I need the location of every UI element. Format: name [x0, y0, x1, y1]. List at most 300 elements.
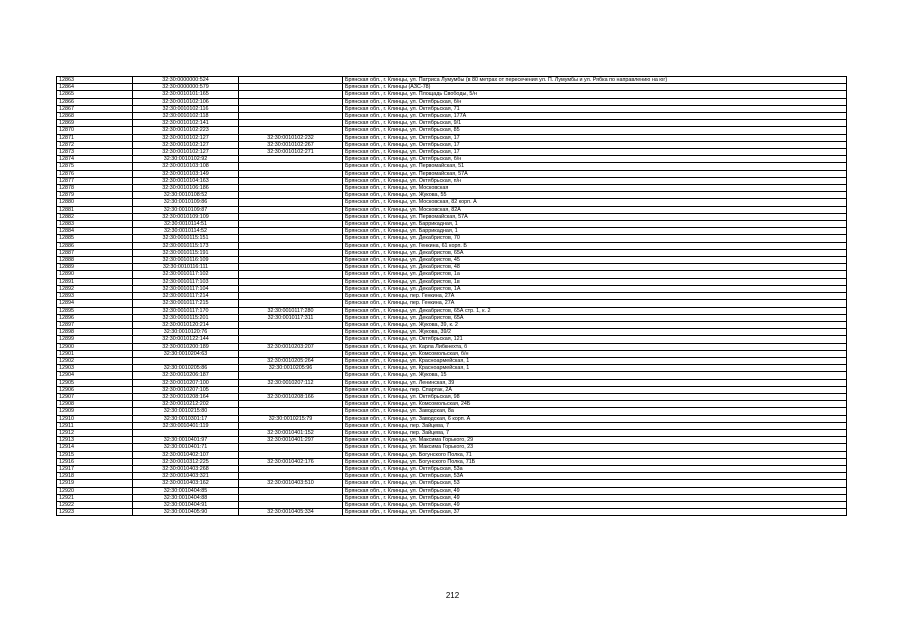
table-row — [57, 372, 847, 379]
table-row — [57, 473, 847, 480]
cadastral-number-cell — [133, 357, 239, 364]
address-cell: Брянская обл., г. Клинцы (АЗС-78) — [343, 84, 847, 91]
cadastral-number-cell: 32:30:0010109:109 — [133, 213, 239, 220]
related-cadastral-cell — [239, 120, 343, 127]
row-number-cell: 12884 — [57, 228, 133, 235]
row-number-cell: 12916 — [57, 458, 133, 465]
table-row — [57, 365, 847, 372]
row-number-cell: 12888 — [57, 257, 133, 264]
related-cadastral-cell: 32:30:0010403:510 — [239, 480, 343, 487]
related-cadastral-cell — [239, 336, 343, 343]
cadastral-number-cell: 32:30:0010401:97 — [133, 437, 239, 444]
address-cell: Брянская обл., г. Клинцы, ул. Октябрьская, 17 — [343, 141, 847, 148]
row-number-cell: 12902 — [57, 357, 133, 364]
table-row — [57, 451, 847, 458]
related-cadastral-cell: 32:30:0010208:166 — [239, 393, 343, 400]
cadastral-number-cell: 32:30:0010102:106 — [133, 98, 239, 105]
address-cell: Брянская обл., г. Клинцы, ул. Октябрьская, 49 — [343, 487, 847, 494]
related-cadastral-cell: 32:30:0010405:334 — [239, 509, 343, 516]
table-row — [57, 386, 847, 393]
related-cadastral-cell — [239, 77, 343, 84]
related-cadastral-cell — [239, 386, 343, 393]
row-number-cell: 12922 — [57, 501, 133, 508]
cadastral-number-cell: 32:30:0010405:90 — [133, 509, 239, 516]
cadastral-number-cell: 32:30:0010402:107 — [133, 451, 239, 458]
address-cell: Брянская обл., г. Клинцы, ул. Декабристов, 48 — [343, 264, 847, 271]
address-cell: Брянская обл., г. Клинцы, ул. Заводская, 6 корп. А — [343, 415, 847, 422]
related-cadastral-cell — [239, 213, 343, 220]
row-number-cell: 12890 — [57, 271, 133, 278]
related-cadastral-cell — [239, 473, 343, 480]
cadastral-number-cell: 32:30:0010117:170 — [133, 307, 239, 314]
row-number-cell: 12923 — [57, 509, 133, 516]
registry-table — [56, 76, 847, 516]
address-cell: Брянская обл., г. Клинцы, ул. Площадь Свободы, 5/н — [343, 91, 847, 98]
related-cadastral-cell — [239, 105, 343, 112]
address-cell: Брянская обл., г. Клинцы, ул. Красноармейская, 1 — [343, 365, 847, 372]
cadastral-number-cell: 32:30:0010206:187 — [133, 372, 239, 379]
cadastral-number-cell: 32:30:0010103:149 — [133, 170, 239, 177]
cadastral-number-cell: 32:30:0010117:214 — [133, 293, 239, 300]
related-cadastral-cell — [239, 271, 343, 278]
address-cell: Брянская обл., г. Клинцы, ул. Заводская, 8а — [343, 408, 847, 415]
cadastral-number-cell: 32:30:0010102:223 — [133, 127, 239, 134]
address-cell: Брянская обл., г. Клинцы, ул. Патриса Лумумбы (в 80 метрах от пересечения ул. П. Лумумбы и ул. Рябка по направлению на юг) — [343, 77, 847, 84]
table-row — [57, 98, 847, 105]
related-cadastral-cell — [239, 177, 343, 184]
related-cadastral-cell — [239, 501, 343, 508]
table-row — [57, 134, 847, 141]
related-cadastral-cell — [239, 249, 343, 256]
cadastral-number-cell: 32:30:0010117:104 — [133, 285, 239, 292]
related-cadastral-cell: 32:30:0010102:267 — [239, 141, 343, 148]
related-cadastral-cell: 32:30:0010205:96 — [239, 365, 343, 372]
row-number-cell: 12897 — [57, 321, 133, 328]
table-row — [57, 271, 847, 278]
table-row — [57, 480, 847, 487]
table-row — [57, 437, 847, 444]
address-cell: Брянская обл., г. Клинцы, пер. Спартак, 2А — [343, 386, 847, 393]
cadastral-number-cell: 32:30:0000000:524 — [133, 77, 239, 84]
address-cell: Брянская обл., г. Клинцы, ул. Октябрьская, 37 — [343, 509, 847, 516]
table-row — [57, 163, 847, 170]
row-number-cell: 12920 — [57, 487, 133, 494]
table-row — [57, 235, 847, 242]
cadastral-number-cell: 32:30:0010102:92 — [133, 156, 239, 163]
table-row — [57, 228, 847, 235]
table-row — [57, 307, 847, 314]
row-number-cell: 12875 — [57, 163, 133, 170]
address-cell: Брянская обл., г. Клинцы, ул. Жукова, 55 — [343, 192, 847, 199]
table-row — [57, 141, 847, 148]
table-row — [57, 120, 847, 127]
cadastral-number-cell: 32:30:0010109:86 — [133, 199, 239, 206]
row-number-cell: 12908 — [57, 401, 133, 408]
table-row — [57, 350, 847, 357]
address-cell: Брянская обл., г. Клинцы, ул. Октябрьская, 177А — [343, 113, 847, 120]
cadastral-number-cell: 32:30:0010115:173 — [133, 242, 239, 249]
row-number-cell: 12885 — [57, 235, 133, 242]
related-cadastral-cell — [239, 221, 343, 228]
address-cell: Брянская обл., г. Клинцы, ул. Карла Либкнехта, б — [343, 343, 847, 350]
table-row — [57, 278, 847, 285]
related-cadastral-cell — [239, 300, 343, 307]
cadastral-number-cell: 32:30:0010403:162 — [133, 480, 239, 487]
address-cell: Брянская обл., г. Клинцы, ул. Октябрьская, п/н — [343, 177, 847, 184]
table-row — [57, 105, 847, 112]
related-cadastral-cell — [239, 422, 343, 429]
cadastral-number-cell: 32:30:0010117:102 — [133, 271, 239, 278]
cadastral-number-cell: 32:30:0010200:189 — [133, 343, 239, 350]
cadastral-number-cell: 32:30:0010404:91 — [133, 501, 239, 508]
row-number-cell: 12871 — [57, 134, 133, 141]
row-number-cell: 12863 — [57, 77, 133, 84]
address-cell: Брянская обл., г. Клинцы, ул. Декабристов, 1а — [343, 271, 847, 278]
table-row — [57, 242, 847, 249]
row-number-cell: 12917 — [57, 465, 133, 472]
cadastral-number-cell: 32:30:0010120:76 — [133, 329, 239, 336]
cadastral-number-cell: 32:30:0010102:127 — [133, 149, 239, 156]
table-row — [57, 221, 847, 228]
related-cadastral-cell — [239, 329, 343, 336]
related-cadastral-cell — [239, 372, 343, 379]
row-number-cell: 12907 — [57, 393, 133, 400]
table-row — [57, 494, 847, 501]
cadastral-number-cell: 32:30:0010301:17 — [133, 415, 239, 422]
related-cadastral-cell — [239, 350, 343, 357]
table-row — [57, 84, 847, 91]
row-number-cell: 12891 — [57, 278, 133, 285]
related-cadastral-cell — [239, 192, 343, 199]
row-number-cell: 12915 — [57, 451, 133, 458]
related-cadastral-cell — [239, 242, 343, 249]
address-cell: Брянская обл., г. Клинцы, ул. Декабристов, 45 — [343, 257, 847, 264]
table-row — [57, 336, 847, 343]
cadastral-number-cell: 32:30:0010122:144 — [133, 336, 239, 343]
cadastral-number-cell: 32:30:0010403:268 — [133, 465, 239, 472]
address-cell: Брянская обл., г. Клинцы, пер. Генкина, 27А — [343, 293, 847, 300]
cadastral-number-cell: 32:30:0010115:151 — [133, 235, 239, 242]
related-cadastral-cell: 32:30:0010203:207 — [239, 343, 343, 350]
row-number-cell: 12868 — [57, 113, 133, 120]
table-row — [57, 264, 847, 271]
row-number-cell: 12864 — [57, 84, 133, 91]
address-cell: Брянская обл., г. Клинцы, ул. Октябрьская, 53 — [343, 480, 847, 487]
cadastral-number-cell: 32:30:0000000:579 — [133, 84, 239, 91]
table-row — [57, 77, 847, 84]
table-row — [57, 415, 847, 422]
table-row — [57, 170, 847, 177]
related-cadastral-cell — [239, 235, 343, 242]
related-cadastral-cell: 32:30:0010401:297 — [239, 437, 343, 444]
cadastral-number-cell: 32:30:0010101:165 — [133, 91, 239, 98]
table-row — [57, 192, 847, 199]
related-cadastral-cell — [239, 163, 343, 170]
related-cadastral-cell — [239, 487, 343, 494]
row-number-cell: 12894 — [57, 300, 133, 307]
row-number-cell: 12874 — [57, 156, 133, 163]
address-cell: Брянская обл., г. Клинцы, ул. Октябрьская, 9/1 — [343, 120, 847, 127]
address-cell: Брянская обл., г. Клинцы, ул. Октябрьская, 121 — [343, 336, 847, 343]
row-number-cell: 12872 — [57, 141, 133, 148]
related-cadastral-cell: 32:30:0010207:112 — [239, 379, 343, 386]
related-cadastral-cell: 32:30:0010401:152 — [239, 429, 343, 436]
table-row — [57, 285, 847, 292]
address-cell: Брянская обл., г. Клинцы, ул. Максима Горького, 23 — [343, 444, 847, 451]
related-cadastral-cell: 32:30:0010117:280 — [239, 307, 343, 314]
related-cadastral-cell — [239, 113, 343, 120]
cadastral-number-cell: 32:30:0010207:100 — [133, 379, 239, 386]
related-cadastral-cell — [239, 264, 343, 271]
table-row — [57, 429, 847, 436]
cadastral-number-cell: 32:30:0010215:80 — [133, 408, 239, 415]
related-cadastral-cell: 32:30:0010117:311 — [239, 314, 343, 321]
row-number-cell: 12893 — [57, 293, 133, 300]
table-row — [57, 401, 847, 408]
cadastral-number-cell: 32:30:0010114:52 — [133, 228, 239, 235]
row-number-cell: 12869 — [57, 120, 133, 127]
table-row — [57, 487, 847, 494]
cadastral-number-cell: 32:30:0010116:111 — [133, 264, 239, 271]
table-row — [57, 127, 847, 134]
address-cell: Брянская обл., г. Клинцы, ул. Октябрьская, 53А — [343, 473, 847, 480]
cadastral-number-cell: 32:30:0010104:163 — [133, 177, 239, 184]
row-number-cell: 12914 — [57, 444, 133, 451]
cadastral-number-cell: 32:30:0010208:164 — [133, 393, 239, 400]
row-number-cell: 12879 — [57, 192, 133, 199]
address-cell: Брянская обл., г. Клинцы, ул. Комсомольская, 24Б — [343, 401, 847, 408]
related-cadastral-cell — [239, 257, 343, 264]
related-cadastral-cell — [239, 170, 343, 177]
address-cell: Брянская обл., г. Клинцы, ул. Декабристов, 65А — [343, 249, 847, 256]
related-cadastral-cell — [239, 293, 343, 300]
related-cadastral-cell — [239, 321, 343, 328]
address-cell: Брянская обл., г. Клинцы, ул. Комсомольская, б/н — [343, 350, 847, 357]
address-cell: Брянская обл., г. Клинцы, ул. Ленинская, 39 — [343, 379, 847, 386]
table-row — [57, 501, 847, 508]
row-number-cell: 12918 — [57, 473, 133, 480]
table-row — [57, 185, 847, 192]
table-row — [57, 177, 847, 184]
related-cadastral-cell — [239, 91, 343, 98]
related-cadastral-cell — [239, 228, 343, 235]
row-number-cell: 12877 — [57, 177, 133, 184]
table-row — [57, 509, 847, 516]
row-number-cell: 12889 — [57, 264, 133, 271]
cadastral-number-cell: 32:30:0010106:186 — [133, 185, 239, 192]
registry-table-body — [57, 77, 847, 516]
row-number-cell: 12873 — [57, 149, 133, 156]
address-cell: Брянская обл., г. Клинцы, пер. Зайцева, 7 — [343, 422, 847, 429]
related-cadastral-cell — [239, 465, 343, 472]
cadastral-number-cell: 32:30:0010115:191 — [133, 249, 239, 256]
address-cell: Брянская обл., г. Клинцы, пер. Зайцева, 7 — [343, 429, 847, 436]
related-cadastral-cell — [239, 401, 343, 408]
address-cell: Брянская обл., г. Клинцы, ул. Октябрьская, 71 — [343, 105, 847, 112]
cadastral-number-cell: 32:30:0010205:86 — [133, 365, 239, 372]
cadastral-number-cell: 32:30:0010207:105 — [133, 386, 239, 393]
table-row — [57, 379, 847, 386]
cadastral-number-cell: 32:30:0010102:127 — [133, 141, 239, 148]
address-cell: Брянская обл., г. Клинцы, ул. Московская, 82 корп. А — [343, 199, 847, 206]
row-number-cell: 12913 — [57, 437, 133, 444]
cadastral-number-cell: 32:30:0010102:141 — [133, 120, 239, 127]
address-cell: Брянская обл., г. Клинцы, ул. Максима Горького, 29 — [343, 437, 847, 444]
table-row — [57, 321, 847, 328]
address-cell: Брянская обл., г. Клинцы, ул. Октябрьская, 53а — [343, 465, 847, 472]
row-number-cell: 12912 — [57, 429, 133, 436]
address-cell: Брянская обл., г. Клинцы, ул. Октябрьская, б/н — [343, 98, 847, 105]
table-row — [57, 444, 847, 451]
address-cell: Брянская обл., г. Клинцы, пер. Генкина, 27А — [343, 300, 847, 307]
address-cell: Брянская обл., г. Клинцы, ул. Жукова, 15 — [343, 372, 847, 379]
table-row — [57, 257, 847, 264]
cadastral-number-cell: 32:30:0010102:116 — [133, 105, 239, 112]
table-row — [57, 249, 847, 256]
table-row — [57, 293, 847, 300]
table-row — [57, 465, 847, 472]
cadastral-number-cell: 32:30:0010115:201 — [133, 314, 239, 321]
cadastral-number-cell: 32:30:0010109:87 — [133, 206, 239, 213]
address-cell: Брянская обл., г. Клинцы, ул. Октябрьская, 85 — [343, 127, 847, 134]
cadastral-number-cell: 32:30:0010117:215 — [133, 300, 239, 307]
related-cadastral-cell — [239, 84, 343, 91]
address-cell: Брянская обл., г. Клинцы, ул. Декабристов, 65А стр. 1, к. 2 — [343, 307, 847, 314]
table-row — [57, 91, 847, 98]
related-cadastral-cell — [239, 451, 343, 458]
address-cell: Брянская обл., г. Клинцы, ул. Баррикадная, 1 — [343, 221, 847, 228]
related-cadastral-cell: 32:30:0010102:271 — [239, 149, 343, 156]
related-cadastral-cell: 32:30:0010215:79 — [239, 415, 343, 422]
row-number-cell: 12898 — [57, 329, 133, 336]
table-row — [57, 156, 847, 163]
cadastral-number-cell: 32:30:0010103:108 — [133, 163, 239, 170]
row-number-cell: 12900 — [57, 343, 133, 350]
row-number-cell: 12919 — [57, 480, 133, 487]
row-number-cell: 12878 — [57, 185, 133, 192]
address-cell: Брянская обл., г. Клинцы, ул. Жукова, 39, к. 2 — [343, 321, 847, 328]
cadastral-number-cell: 32:30:0010403:321 — [133, 473, 239, 480]
cadastral-number-cell: 32:30:0010117:103 — [133, 278, 239, 285]
related-cadastral-cell — [239, 199, 343, 206]
address-cell: Брянская обл., г. Клинцы, ул. Красноармейская, 1 — [343, 357, 847, 364]
related-cadastral-cell — [239, 127, 343, 134]
address-cell: Брянская обл., г. Клинцы, ул. Первомайская, 51 — [343, 163, 847, 170]
table-row — [57, 113, 847, 120]
row-number-cell: 12880 — [57, 199, 133, 206]
address-cell: Брянская обл., г. Клинцы, ул. Октябрьская, 17 — [343, 149, 847, 156]
table-row — [57, 422, 847, 429]
table-row — [57, 149, 847, 156]
table-row — [57, 357, 847, 364]
table-row — [57, 206, 847, 213]
table-row — [57, 343, 847, 350]
address-cell: Брянская обл., г. Клинцы, ул. Октябрьская, 49 — [343, 501, 847, 508]
related-cadastral-cell — [239, 285, 343, 292]
cadastral-number-cell: 32:30:0010401:119 — [133, 422, 239, 429]
table-row — [57, 213, 847, 220]
address-cell: Брянская обл., г. Клинцы, ул. Жукова, 39/2 — [343, 329, 847, 336]
cadastral-number-cell: 32:30:0010102:118 — [133, 113, 239, 120]
row-number-cell: 12906 — [57, 386, 133, 393]
row-number-cell: 12876 — [57, 170, 133, 177]
related-cadastral-cell — [239, 444, 343, 451]
table-row — [57, 314, 847, 321]
related-cadastral-cell — [239, 206, 343, 213]
cadastral-number-cell: 32:30:0010108:52 — [133, 192, 239, 199]
row-number-cell: 12895 — [57, 307, 133, 314]
address-cell: Брянская обл., г. Клинцы, ул. Декабристов, 65А — [343, 314, 847, 321]
row-number-cell: 12870 — [57, 127, 133, 134]
page-number: 212 — [445, 591, 460, 600]
address-cell: Брянская обл., г. Клинцы, ул. Октябрьская, 49 — [343, 494, 847, 501]
related-cadastral-cell — [239, 278, 343, 285]
row-number-cell: 12865 — [57, 91, 133, 98]
related-cadastral-cell: 32:30:0010102:232 — [239, 134, 343, 141]
related-cadastral-cell: 32:30:0010205:264 — [239, 357, 343, 364]
related-cadastral-cell — [239, 156, 343, 163]
address-cell: Брянская обл., г. Клинцы, ул. Богунского Полка, 71 — [343, 451, 847, 458]
cadastral-number-cell: 32:30:0010114:51 — [133, 221, 239, 228]
row-number-cell: 12892 — [57, 285, 133, 292]
related-cadastral-cell: 32:30:0010402:176 — [239, 458, 343, 465]
row-number-cell: 12867 — [57, 105, 133, 112]
cadastral-number-cell: 32:30:0010102:127 — [133, 134, 239, 141]
table-row — [57, 199, 847, 206]
cadastral-number-cell: 32:30:0010404:85 — [133, 487, 239, 494]
cadastral-number-cell: 32:30:0010212:202 — [133, 401, 239, 408]
related-cadastral-cell — [239, 98, 343, 105]
row-number-cell: 12904 — [57, 372, 133, 379]
row-number-cell: 12901 — [57, 350, 133, 357]
address-cell: Брянская обл., г. Клинцы, ул. Декабристов, 1А — [343, 285, 847, 292]
related-cadastral-cell — [239, 185, 343, 192]
table-row — [57, 329, 847, 336]
row-number-cell: 12882 — [57, 213, 133, 220]
address-cell: Брянская обл., г. Клинцы, ул. Декабристов, 1в — [343, 278, 847, 285]
cadastral-number-cell: 32:30:0010401:71 — [133, 444, 239, 451]
address-cell: Брянская обл., г. Клинцы, ул. Генкина, 61 корп. Б — [343, 242, 847, 249]
row-number-cell: 12903 — [57, 365, 133, 372]
cadastral-number-cell: 32:30:0010120:214 — [133, 321, 239, 328]
row-number-cell: 12905 — [57, 379, 133, 386]
related-cadastral-cell — [239, 494, 343, 501]
address-cell: Брянская обл., г. Клинцы, ул. Октябрьская, 17 — [343, 134, 847, 141]
row-number-cell: 12883 — [57, 221, 133, 228]
table-row — [57, 300, 847, 307]
related-cadastral-cell — [239, 408, 343, 415]
address-cell: Брянская обл., г. Клинцы, ул. Московская, 82А — [343, 206, 847, 213]
address-cell: Брянская обл., г. Клинцы, ул. Декабристов, 70 — [343, 235, 847, 242]
cadastral-number-cell: 32:30:0010116:109 — [133, 257, 239, 264]
row-number-cell: 12911 — [57, 422, 133, 429]
address-cell: Брянская обл., г. Клинцы, ул. Первомайская, 57А — [343, 213, 847, 220]
cadastral-number-cell: 32:30:0010204:63 — [133, 350, 239, 357]
address-cell: Брянская обл., г. Клинцы, ул. Московская — [343, 185, 847, 192]
table-row — [57, 458, 847, 465]
cadastral-number-cell — [133, 429, 239, 436]
address-cell: Брянская обл., г. Клинцы, ул. Октябрьская, 98 — [343, 393, 847, 400]
address-cell: Брянская обл., г. Клинцы, ул. Баррикадная, 1 — [343, 228, 847, 235]
row-number-cell: 12881 — [57, 206, 133, 213]
cadastral-number-cell: 32:30:0010312:225 — [133, 458, 239, 465]
address-cell: Брянская обл., г. Клинцы, ул. Богунского Полка, 71Б — [343, 458, 847, 465]
table-row — [57, 408, 847, 415]
address-cell: Брянская обл., г. Клинцы, ул. Первомайская, 57А — [343, 170, 847, 177]
cadastral-number-cell: 32:30:0010404:88 — [133, 494, 239, 501]
row-number-cell: 12899 — [57, 336, 133, 343]
row-number-cell: 12910 — [57, 415, 133, 422]
